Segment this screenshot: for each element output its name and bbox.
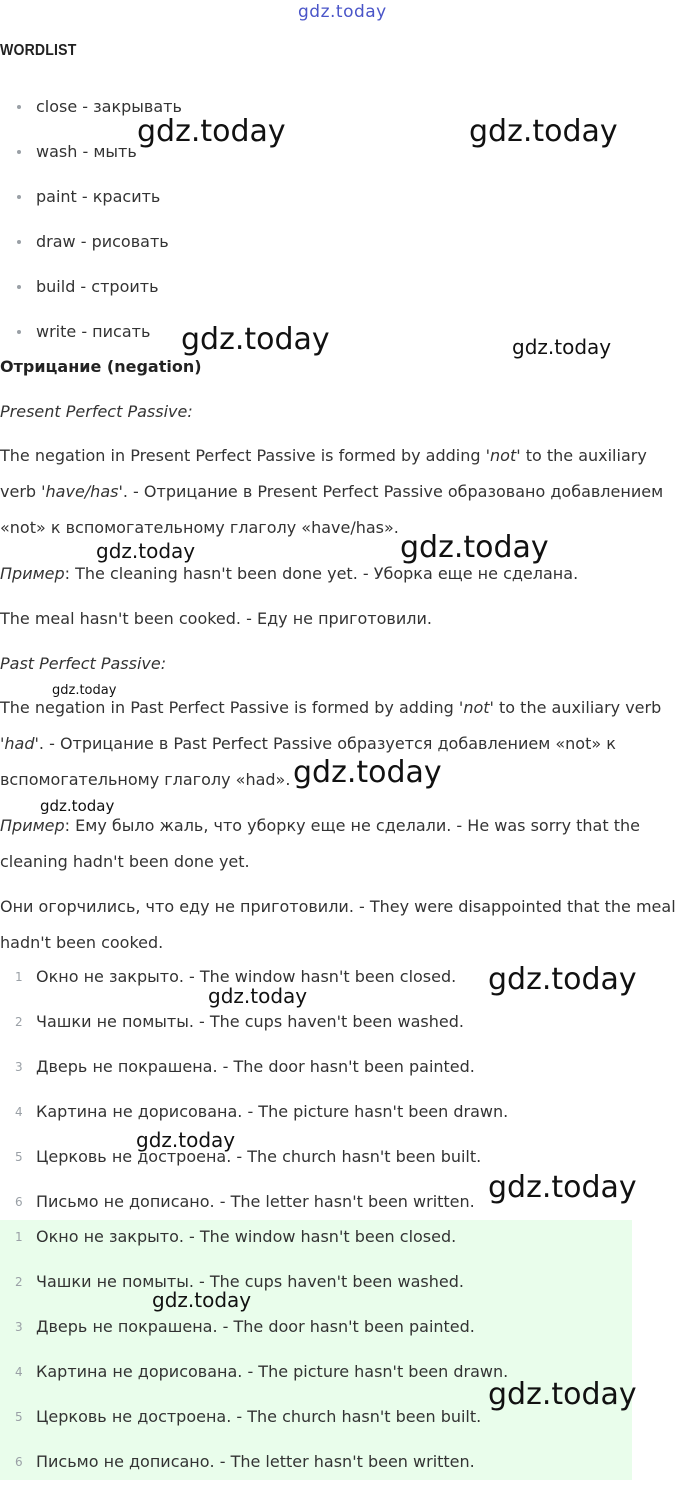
watermark: gdz.today: [136, 1128, 236, 1152]
list-item: 4 Картина не дорисована. - The picture hasn't been drawn.: [15, 1102, 509, 1121]
watermark: gdz.today: [512, 335, 612, 359]
list-item: 6 Письмо не дописано. - The letter hasn't been written.: [15, 1192, 475, 1211]
watermark: gdz.today: [40, 797, 115, 815]
list-item: close - закрывать: [0, 92, 182, 137]
list-item: 3 Дверь не покрашена. - The door hasn't been painted.: [15, 1317, 475, 1336]
present-perfect-title: Present Perfect Passive:: [0, 402, 193, 421]
watermark: gdz.today: [488, 1170, 637, 1205]
watermark: gdz.today: [400, 530, 549, 565]
list-item: paint - красить: [0, 182, 182, 227]
watermark: gdz.today: [181, 322, 330, 357]
list-item: 2 Чашки не помыты. - The cups haven't been washed.: [15, 1012, 464, 1031]
watermark: gdz.today: [52, 683, 117, 698]
watermark: gdz.today: [208, 984, 308, 1008]
bullet-icon: [17, 105, 21, 109]
past-perfect-title: Past Perfect Passive:: [0, 654, 167, 673]
wordlist: [0, 92, 182, 362]
watermark: gdz.today: [488, 1377, 637, 1412]
list-item: 1 Окно не закрыто. - The window hasn't been closed.: [15, 967, 457, 986]
list-item: 4 Картина не дорисована. - The picture hasn't been drawn.: [15, 1362, 509, 1381]
list-item: 6 Письмо не дописано. - The letter hasn't been written.: [15, 1452, 475, 1471]
bullet-icon: [17, 330, 21, 334]
answer-list: [0, 1222, 632, 1492]
list-item: 5 Церковь не достроена. - The church hasn't been built.: [15, 1147, 482, 1166]
wordlist-heading: WORDLIST: [0, 42, 77, 59]
negation-heading: Отрицание (negation): [0, 357, 202, 376]
watermark: gdz.today: [469, 114, 618, 149]
watermark: gdz.today: [293, 755, 442, 790]
list-item: write - писать: [0, 317, 182, 362]
watermark: gdz.today: [96, 539, 196, 563]
bullet-icon: [17, 285, 21, 289]
watermark: gdz.today: [488, 962, 637, 997]
list-item: draw - рисовать: [0, 227, 182, 272]
top-watermark[interactable]: gdz.today: [298, 2, 387, 22]
list-item: 5 Церковь не достроена. - The church hasn't been built.: [15, 1407, 482, 1426]
present-perfect-example-2: The meal hasn't been cooked. - Еду не приготовили.: [0, 609, 432, 628]
past-perfect-example: Пример: Ему было жаль, что уборку еще не сделали. - He was sorry that the cleaning hadn't been done yet.: [0, 816, 640, 871]
past-perfect-explanation: The negation in Past Perfect Passive is formed by adding 'not' to the auxiliary verb 'had'. - Отрицание в Past Perfect Passive образуется добавлением «not» к вспомогательному глаголу «had».: [0, 698, 662, 789]
list-item: 2 Чашки не помыты. - The cups haven't been washed.: [15, 1272, 464, 1291]
present-perfect-example: Пример: The cleaning hasn't been done yet. - Уборка еще не сделана.: [0, 564, 579, 583]
past-perfect-example-2: Они огорчились, что еду не приготовили. - They were disappointed that the meal hadn't been cooked.: [0, 897, 676, 952]
watermark: gdz.today: [152, 1288, 252, 1312]
watermark: gdz.today: [137, 114, 286, 149]
list-item: wash - мыть: [0, 137, 182, 182]
list-item: 1 Окно не закрыто. - The window hasn't been closed.: [15, 1227, 457, 1246]
present-perfect-explanation: The negation in Present Perfect Passive is formed by adding 'not' to the auxiliary verb 'have/has'. - Отрицание в Present Perfect Passive образовано добавлением «not» к вспомогательному глаголу «have/has».: [0, 446, 664, 537]
list-item: 3 Дверь не покрашена. - The door hasn't been painted.: [15, 1057, 475, 1076]
bullet-icon: [17, 150, 21, 154]
sentence-list: [0, 962, 632, 1232]
bullet-icon: [17, 240, 21, 244]
list-item: build - строить: [0, 272, 182, 317]
bullet-icon: [17, 195, 21, 199]
